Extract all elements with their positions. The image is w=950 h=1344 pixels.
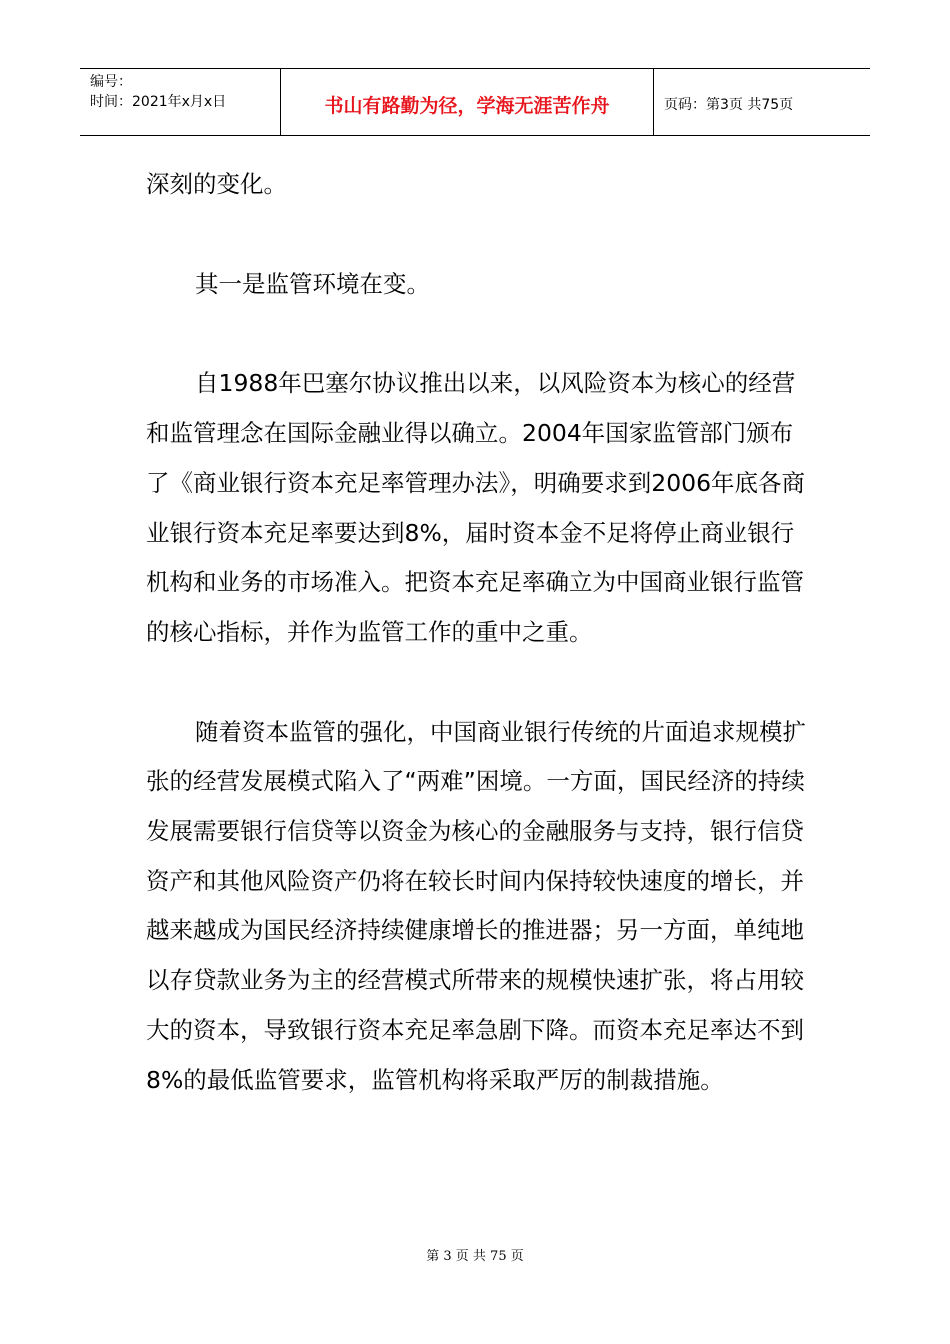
document-body <box>146 160 814 1105</box>
header-code-label: 编号： <box>90 74 132 90</box>
header-date: 时间：2021年x月x日 <box>90 94 227 110</box>
paragraph-1: 深刻的变化。 <box>146 170 287 198</box>
header-page-info: 页码：第3页 共75页 <box>664 97 794 113</box>
paragraph-4: 随着资本监管的强化，中国商业银行传统的片面追求规模扩张的经营发展模式陷入了“两难”困境。一方面，国民经济的持续发展需要银行信贷等以资金为核心的金融服务与支持，银行信贷资产和其他风险资产仍将在较长时间内保持较快速度的增长，并越来越成为国民经济持续健康增长的推进器；另一方面，单纯地以存贷款业务为主的经营模式所带来的规模快速扩张，将占用较大的资本，导致银行资本充足率急剧下降。而资本充足率达不到8%的最低监管要求，监管机构将采取严厉的制裁措施。 <box>146 717 806 1094</box>
paragraph-2: 其一是监管环境在变。 <box>195 269 430 298</box>
page-footer: 第 3 页 共 75 页 <box>426 1249 524 1264</box>
header-meta-cell <box>80 69 281 135</box>
paragraph-3: 自1988年巴塞尔协议推出以来，以风险资本为核心的经营和监管理念在国际金融业得以确立。2004年国家监管部门颁布了《商业银行资本充足率管理办法》，明确要求到2006年底各商业银行资本充足率要达到8%，届时资本金不足将停止商业银行机构和业务的市场准入。把资本充足率确立为中国商业银行监管的核心指标，并作为监管工作的重中之重。 <box>146 369 806 646</box>
header-motto: 书山有路勤为径，学海无涯苦作舟 <box>281 69 654 135</box>
page-header <box>80 68 870 136</box>
